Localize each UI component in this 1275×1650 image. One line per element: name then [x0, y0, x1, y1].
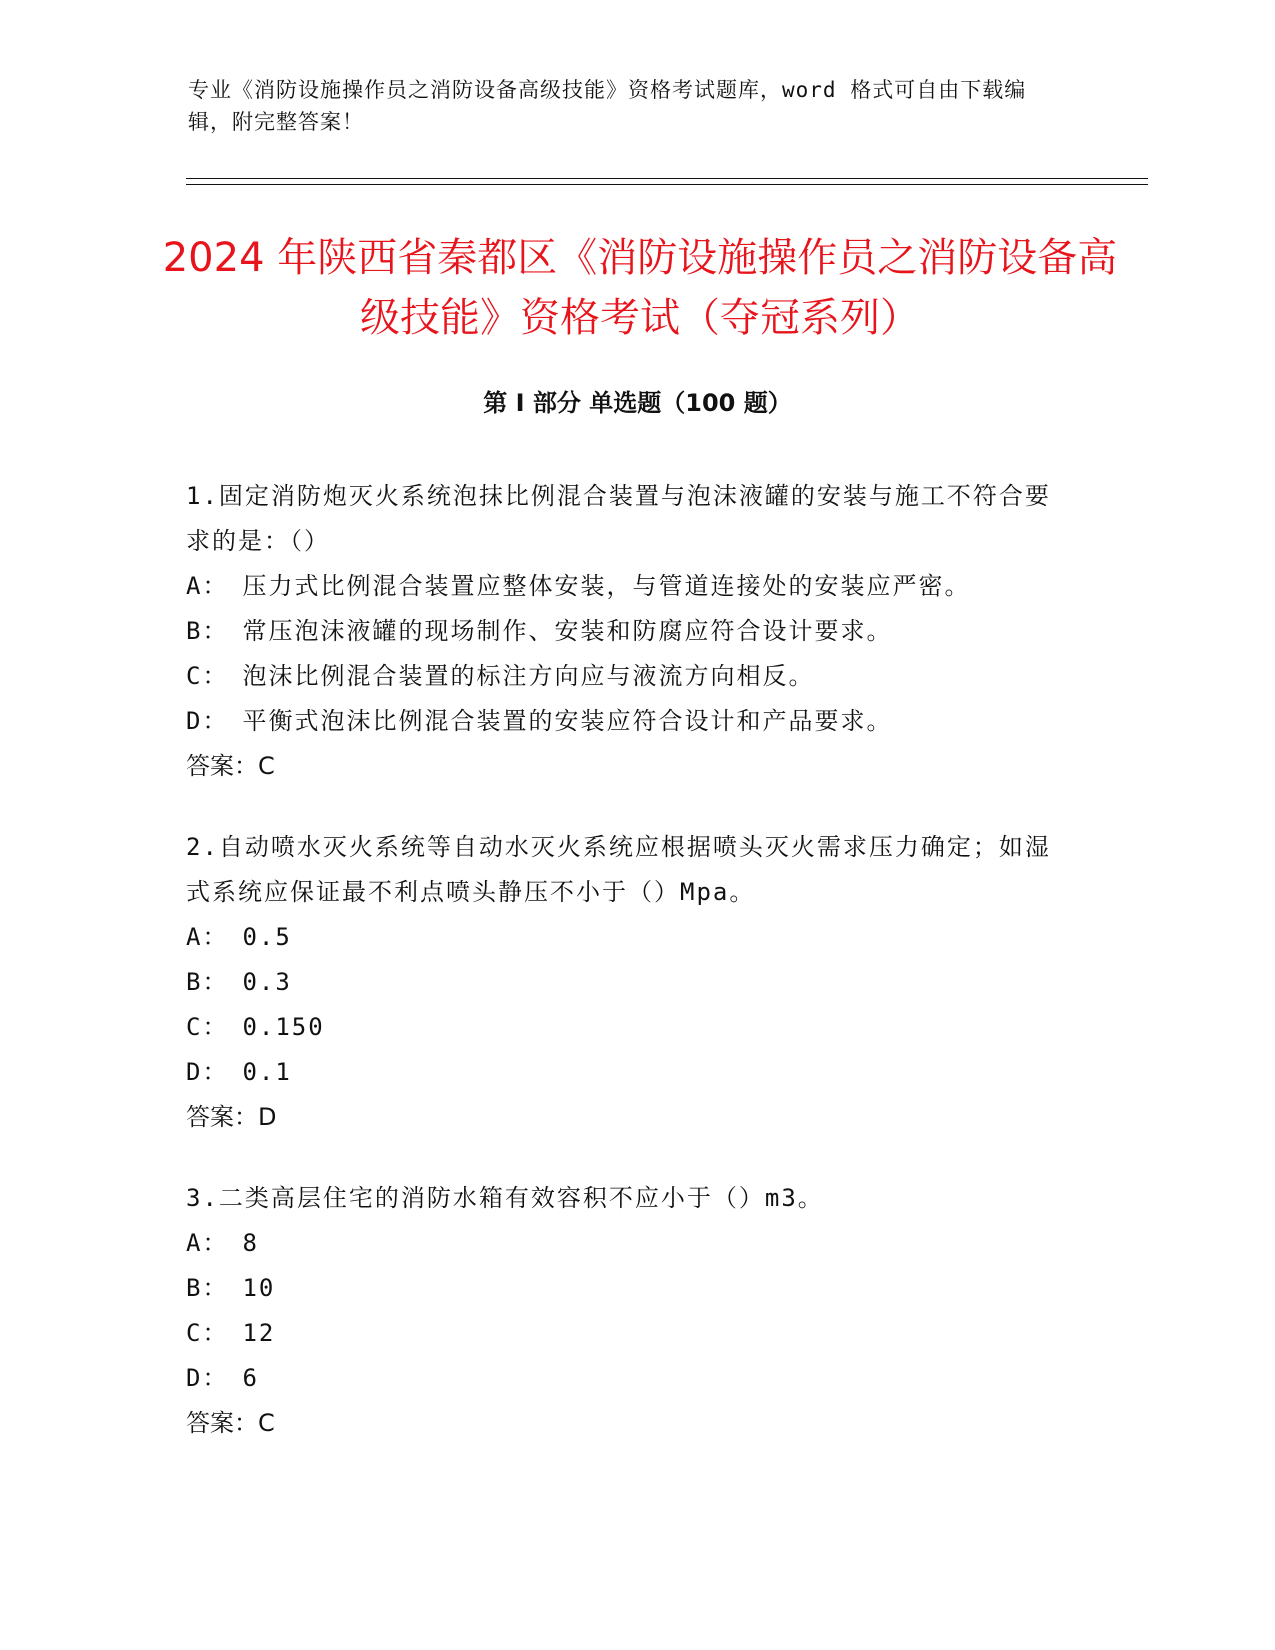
option-key: A： [186, 572, 229, 600]
option-b [186, 960, 1066, 1005]
option-key: C： [186, 1319, 229, 1347]
option-a [186, 564, 1066, 609]
option-key: D： [186, 707, 229, 735]
option-b [186, 1266, 1066, 1311]
answer: 答案：D [186, 1103, 277, 1131]
question-stem: 2.自动喷水灭火系统等自动水灭火系统应根据喷头灭火需求压力确定；如湿式系统应保证最不利点喷头静压不小于（）Mpa。 [186, 833, 1051, 906]
option-text: 压力式比例混合装置应整体安装，与管道连接处的安装应严密。 [242, 572, 971, 600]
option-c [186, 654, 1066, 699]
option-text: 0.3 [242, 968, 292, 996]
option-key: B： [186, 1274, 229, 1302]
header-rule-top [186, 178, 1148, 179]
option-d [186, 1356, 1066, 1401]
option-d [186, 699, 1066, 744]
question-3 [186, 1176, 1066, 1446]
option-c [186, 1311, 1066, 1356]
option-text: 平衡式泡沫比例混合装置的安装应符合设计和产品要求。 [242, 707, 893, 735]
answer: 答案：C [186, 752, 275, 780]
option-text: 常压泡沫液罐的现场制作、安装和防腐应符合设计要求。 [242, 617, 893, 645]
option-text: 0.5 [242, 923, 292, 951]
option-text: 泡沫比例混合装置的标注方向应与液流方向相反。 [242, 662, 815, 690]
option-a [186, 1221, 1066, 1266]
question-1 [186, 474, 1066, 789]
option-b [186, 609, 1066, 654]
option-a [186, 915, 1066, 960]
option-key: D： [186, 1058, 229, 1086]
option-key: A： [186, 923, 229, 951]
option-d [186, 1050, 1066, 1095]
section-title: 第 I 部分 单选题（100 题） [483, 389, 792, 417]
option-text: 0.150 [242, 1013, 325, 1041]
option-c [186, 1005, 1066, 1050]
option-key: C： [186, 662, 229, 690]
question-stem: 3.二类高层住宅的消防水箱有效容积不应小于（）m3。 [186, 1184, 824, 1212]
option-text: 12 [242, 1319, 276, 1347]
question-list [186, 474, 1066, 1482]
option-key: A： [186, 1229, 229, 1257]
option-key: C： [186, 1013, 229, 1041]
option-text: 8 [242, 1229, 259, 1257]
header-rule-bottom [186, 184, 1148, 185]
document-title: 2024 年陕西省秦都区《消防设施操作员之消防设备高级技能》资格考试（夺冠系列） [162, 235, 1118, 341]
question-stem: 1.固定消防炮灭火系统泡抹比例混合装置与泡沫液罐的安装与施工不符合要求的是：（） [186, 482, 1051, 555]
option-text: 6 [242, 1364, 259, 1392]
option-key: D： [186, 1364, 229, 1392]
header-note: 专业《消防设施操作员之消防设备高级技能》资格考试题库，word 格式可自由下载编辑，附完整答案！ [188, 78, 1027, 134]
option-key: B： [186, 968, 229, 996]
option-key: B： [186, 617, 229, 645]
question-2 [186, 825, 1066, 1140]
option-text: 0.1 [242, 1058, 292, 1086]
option-text: 10 [242, 1274, 276, 1302]
answer: 答案：C [186, 1409, 275, 1437]
